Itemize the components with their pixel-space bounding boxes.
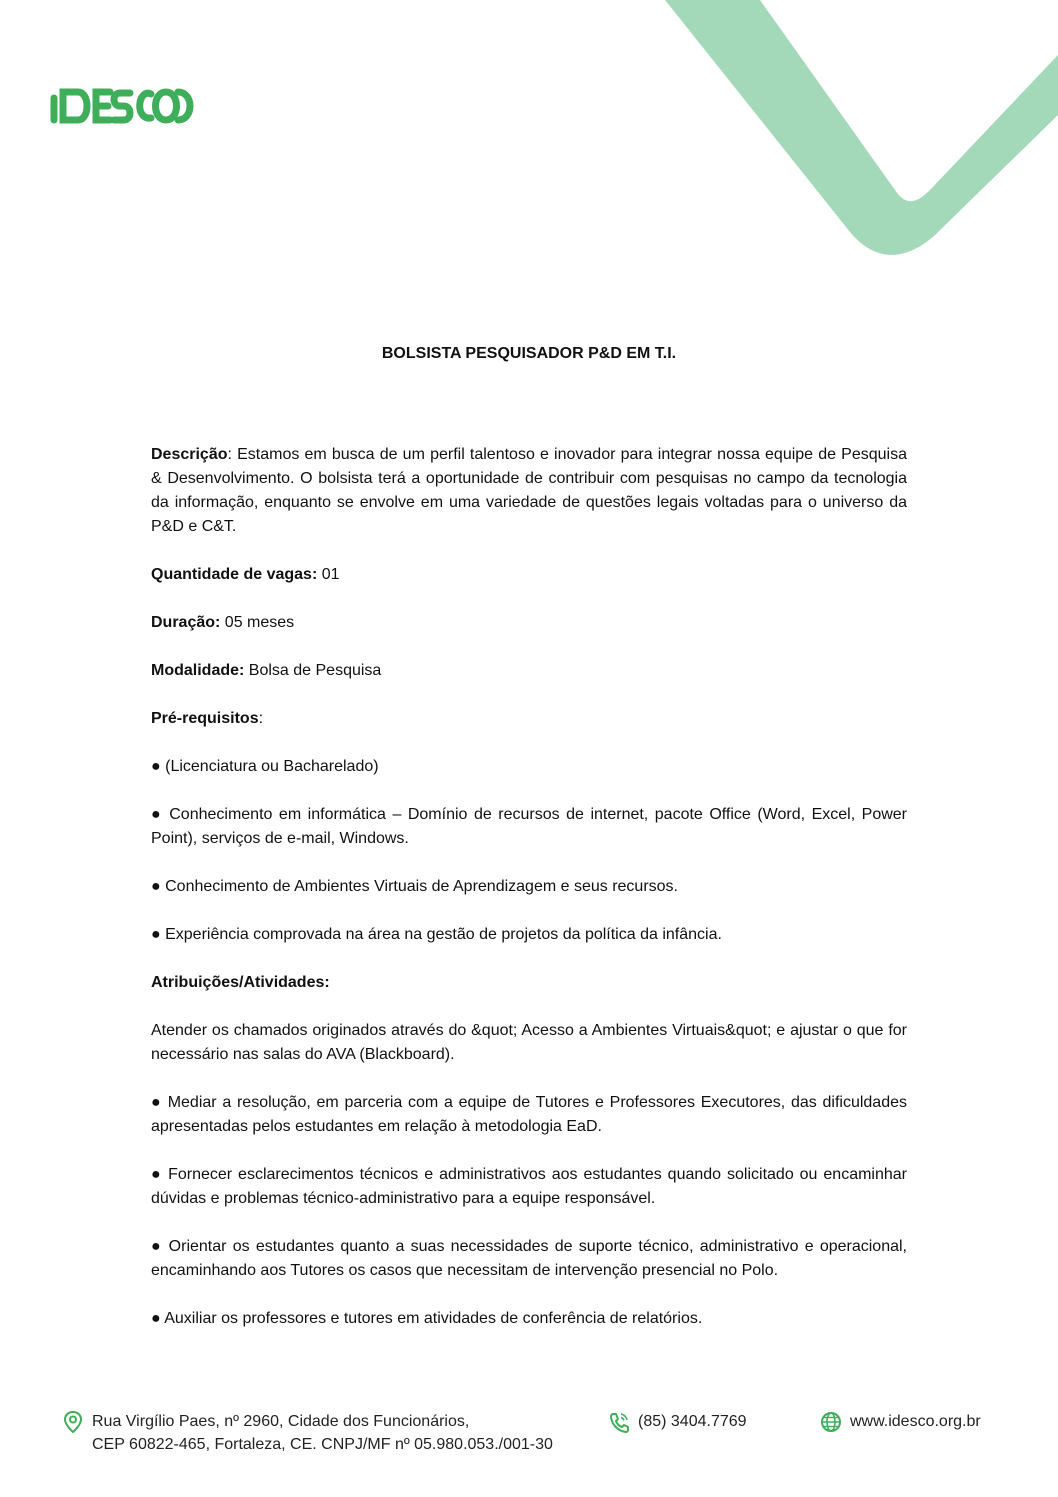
description-text: : Estamos em busca de um perfil talentoso e inovador para integrar nossa equipe de Pesquisa & Desenvolvimento. O bolsista terá a oportunidade de contribuir com pesquisas no campo da tecnologia da informação, enquanto se envolve em uma variedade de questões legais voltadas para o universo da P&D e C&T. (151, 446, 907, 535)
footer (0, 1410, 1058, 1460)
footer-website[interactable] (820, 1410, 981, 1434)
prerequisite-item: ● Conhecimento em informática – Domínio de recursos de internet, pacote Office (Word, Excel, Power Point), serviços de e-mail, Windows. (151, 806, 907, 847)
prerequisites-label: Pré-requisitos (151, 710, 259, 727)
prerequisite-item: ● Conhecimento de Ambientes Virtuais de Aprendizagem e seus recursos. (151, 878, 678, 895)
duties-label: Atribuições/Atividades: (151, 974, 330, 991)
footer-address (62, 1410, 553, 1456)
document-title: BOLSISTA PESQUISADOR P&D EM T.I. (381, 345, 677, 362)
vacancies-label: Quantidade de vagas: (151, 566, 318, 583)
duties-heading (151, 971, 907, 995)
prerequisite-item: ● (Licenciatura ou Bacharelado) (151, 758, 379, 775)
phone-number: (85) 3404.7769 (638, 1413, 747, 1430)
globe-icon (820, 1410, 842, 1434)
description-paragraph (151, 443, 907, 539)
duty-item: ● Fornecer esclarecimentos técnicos e administrativos aos estudantes quando solicitado ou encaminhar dúvidas e problemas técnico-administrativo para a equipe responsável. (151, 1166, 907, 1207)
duration-line (151, 611, 907, 635)
duration-label: Duração: (151, 614, 221, 631)
document-body (151, 443, 907, 1355)
duty-item: ● Mediar a resolução, em parceria com a equipe de Tutores e Professores Executores, das dificuldades apresentadas pelos estudantes em relação à metodologia EaD. (151, 1094, 907, 1135)
duty-item: ● Orientar os estudantes quanto a suas necessidades de suporte técnico, administrativo e operacional, encaminhando aos Tutores os casos que necessitam de intervenção presencial no Polo. (151, 1238, 907, 1279)
prerequisite-item: ● Experiência comprovada na área na gestão de projetos da política da infância. (151, 926, 722, 943)
address-line-2: CEP 60822-465, Fortaleza, CE. CNPJ/MF nº 05.980.053./001-30 (92, 1436, 553, 1453)
decorative-ribbon (0, 0, 1058, 260)
description-label: Descrição (151, 446, 228, 463)
vacancies-value: 01 (317, 566, 340, 583)
prerequisites-heading (151, 707, 907, 731)
footer-phone[interactable] (608, 1410, 747, 1434)
phone-icon (608, 1410, 630, 1434)
website-link[interactable]: www.idesco.org.br (850, 1413, 981, 1430)
prerequisites-colon: : (258, 710, 264, 727)
modality-line (151, 659, 907, 683)
address-line-1: Rua Virgílio Paes, nº 2960, Cidade dos Funcionários, (92, 1413, 470, 1430)
idesco-logo (48, 84, 196, 124)
duty-item: ● Auxiliar os professores e tutores em atividades de conferência de relatórios. (151, 1310, 703, 1327)
modality-value: Bolsa de Pesquisa (244, 662, 382, 679)
location-pin-icon (62, 1410, 84, 1434)
duration-value: 05 meses (220, 614, 295, 631)
duty-item: Atender os chamados originados através do &quot; Acesso a Ambientes Virtuais&quot; e ajustar o que for necessário nas salas do AVA (Blackboard). (151, 1022, 907, 1063)
modality-label: Modalidade: (151, 662, 245, 679)
vacancies-line (151, 563, 907, 587)
